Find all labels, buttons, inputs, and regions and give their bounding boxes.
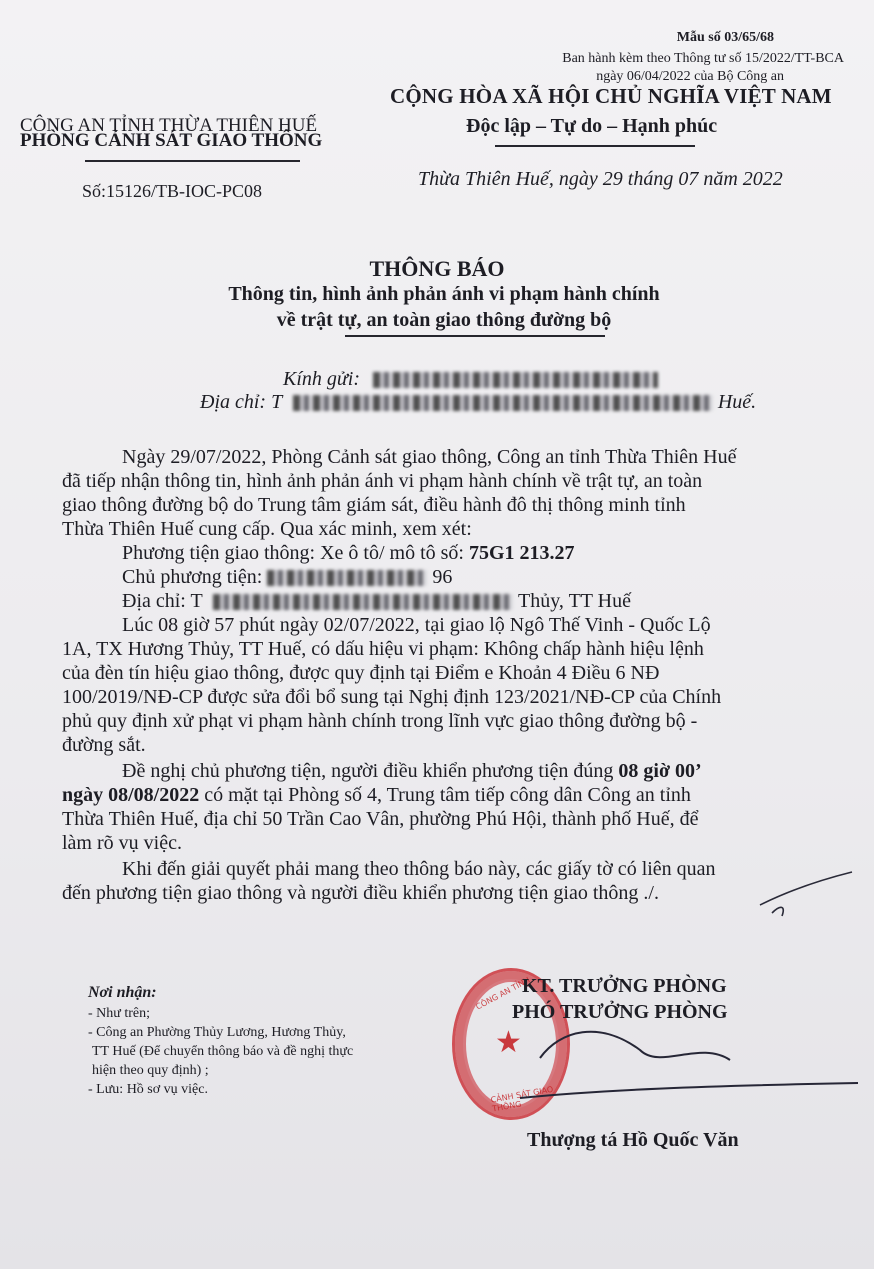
nation-title: CỘNG HÒA XÃ HỘI CHỦ NGHĨA VIỆT NAM [390,84,832,108]
para2-line1: Lúc 08 giờ 57 phút ngày 02/07/2022, tại giao lộ Ngô Thế Vinh - Quốc Lộ [122,614,711,636]
recipient-address-end: Huế. [717,391,757,413]
signer-name: Thượng tá Hồ Quốc Văn [527,1129,739,1151]
para2-line4: 100/2019/NĐ-CP được sửa đổi bổ sung tại Nghị định 123/2021/NĐ-CP của Chính [62,686,722,708]
para4-line2: đến phương tiện giao thông và người điều khiển phương tiện giao thông ./. [62,882,659,904]
recipients-label: Nơi nhận: [88,984,157,1001]
agency-parent: CÔNG AN TỈNH THỪA THIÊN HUẾ [20,115,318,136]
vehicle-label: Phương tiện giao thông: Xe ô tô/ mô tô số: [122,542,469,564]
signature-title2: PHÓ TRƯỞNG PHÒNG [512,1001,728,1023]
subtitle-line1: Thông tin, hình ảnh phản ánh vi phạm hành chính [228,283,660,305]
recipients-item4: hiện theo quy định) ; [92,1063,209,1078]
initial-flourish [760,872,852,916]
para4-line1: Khi đến giải quyết phải mang theo thông báo này, các giấy tờ có liên quan [122,858,716,880]
document-number: Số:15126/TB-IOC-PC08 [82,181,263,201]
recipient-label: Kính gửi: [283,368,361,390]
para2-line3: của đèn tín hiệu giao thông, được quy định tại Điểm e Khoản 4 Điều 6 NĐ [62,662,660,684]
owner-label: Chủ phương tiện: [122,566,268,588]
recipients-item2: - Công an Phường Thủy Lương, Hương Thủy, [88,1025,346,1040]
signature-stroke [520,1032,858,1098]
motto: Độc lập – Tự do – Hạnh phúc [466,115,718,137]
para2-line6: đường sắt. [62,734,146,756]
stamp-top-text: CÔNG AN TỈNH [474,975,532,1012]
para3-line1-text: Đề nghị chủ phương tiện, người điều khiển phương tiện đúng [122,760,619,782]
para2-line2: 1A, TX Hương Thủy, TT Huế, có dấu hiệu vi phạm: Không chấp hành hiệu lệnh [62,638,704,660]
recipients-item5: - Lưu: Hồ sơ vụ việc. [88,1082,208,1097]
owner-address-label: Địa chỉ: T [122,590,203,612]
para3-line4: làm rõ vụ việc. [62,832,182,854]
agency-name: PHÒNG CẢNH SÁT GIAO THÔNG [20,130,323,151]
vehicle-plate: 75G1 213.27 [468,542,575,564]
owner-visible: 96 [432,566,453,588]
recipients-item3: TT Huế (Để chuyển thông báo và đề nghị thực [92,1044,354,1059]
stamp-star-icon: ★ [495,1026,522,1059]
appointment-date: ngày 08/08/2022 [62,784,200,806]
para1-line3: giao thông đường bộ do Trung tâm giám sát, điều hành đô thị thông minh tỉnh [62,494,686,516]
para1-line2: đã tiếp nhận thông tin, hình ảnh phản ánh vi phạm hành chính về trật tự, an toàn [62,470,703,492]
form-number: Mẫu số 03/65/68 [676,30,774,45]
document-title: THÔNG BÁO [369,256,505,281]
issued-with-line2: ngày 06/04/2022 của Bộ Công an [596,69,784,84]
recipients-item1: - Như trên; [88,1006,151,1021]
para1-line4: Thừa Thiên Huế cung cấp. Qua xác minh, xem xét: [62,518,472,540]
para2-line5: phủ quy định xử phạt vi phạm hành chính trong lĩnh vực giao thông đường bộ - [62,710,698,732]
appointment-time: 08 giờ 00’ [618,760,702,782]
para3-line2-text: có mặt tại Phòng số 4, Trung tâm tiếp công dân Công an tỉnh [199,784,691,806]
issued-with-line1: Ban hành kèm theo Thông tư số 15/2022/TT-BCA [562,51,844,66]
para3-line3: Thừa Thiên Huế, địa chỉ 50 Trần Cao Vân, phường Phú Hội, thành phố Huế, để [62,808,699,830]
subtitle-line2: về trật tự, an toàn giao thông đường bộ [276,309,612,331]
para1-line1: Ngày 29/07/2022, Phòng Cảnh sát giao thông, Công an tỉnh Thừa Thiên Huế [122,446,737,468]
recipient-address-label: Địa chỉ: T [200,391,282,413]
place-date: Thừa Thiên Huế, ngày 29 tháng 07 năm 2022 [418,168,783,190]
stamp-bottom-text: CẢNH SÁT GIAO THÔNG [490,1084,554,1114]
owner-address-visible: Thủy, TT Huế [518,590,631,612]
signature-title1: KT. TRƯỞNG PHÒNG [522,975,727,997]
